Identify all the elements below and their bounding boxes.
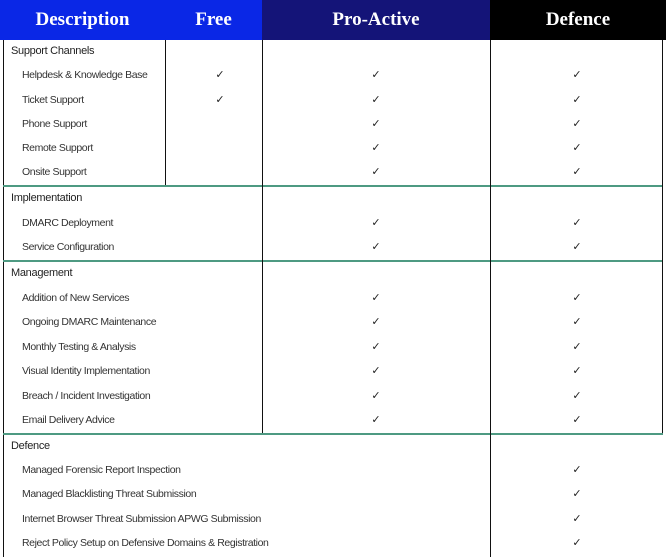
check-icon-pro: ✓ [371,217,381,229]
column-header-defence: Defence [490,0,666,40]
check-icon-def: ✓ [572,217,582,229]
check-icon-pro: ✓ [371,69,381,81]
check-icon-free: ✓ [215,94,225,106]
feature-label: Addition of New Services [22,292,130,304]
check-icon-def: ✓ [572,292,582,304]
feature-label: Managed Blacklisting Threat Submission [22,488,197,500]
pro-column-line-left [262,40,263,433]
section-divider [3,433,663,435]
feature-label: Reject Policy Setup on Defensive Domains & Registration [22,537,269,549]
check-icon-def: ✓ [572,142,582,154]
check-icon-pro: ✓ [371,316,381,328]
check-icon-def: ✓ [572,537,582,549]
feature-label: Onsite Support [22,166,87,178]
feature-label: Helpdesk & Knowledge Base [22,69,148,81]
check-icon-pro: ✓ [371,241,381,253]
defence-column-line-left [490,40,491,557]
check-icon-def: ✓ [572,341,582,353]
feature-label: Remote Support [22,142,93,154]
column-header-free: Free [165,0,262,40]
check-icon-pro: ✓ [371,94,381,106]
feature-label: Monthly Testing & Analysis [22,341,136,353]
check-icon-def: ✓ [572,118,582,130]
check-icon-free: ✓ [215,69,225,81]
feature-label: Managed Forensic Report Inspection [22,464,181,476]
feature-label: Internet Browser Threat Submission APWG Submission [22,513,261,525]
feature-label: DMARC Deployment [22,217,114,229]
check-icon-def: ✓ [572,513,582,525]
feature-label: Ongoing DMARC Maintenance [22,316,157,328]
check-icon-def: ✓ [572,464,582,476]
section-title: Implementation [11,192,83,204]
check-icon-pro: ✓ [371,166,381,178]
check-icon-def: ✓ [572,488,582,500]
check-icon-def: ✓ [572,94,582,106]
table-right-border [662,40,663,433]
check-icon-pro: ✓ [371,292,381,304]
check-icon-pro: ✓ [371,118,381,130]
check-icon-def: ✓ [572,69,582,81]
free-column-line-left [165,40,166,185]
check-icon-pro: ✓ [371,142,381,154]
feature-label: Phone Support [22,118,87,130]
check-icon-pro: ✓ [371,365,381,377]
check-icon-def: ✓ [572,390,582,402]
column-header-pro-active: Pro-Active [262,0,490,40]
feature-label: Visual Identity Implementation [22,365,150,377]
feature-label: Service Configuration [22,241,114,253]
section-title: Management [11,267,73,279]
check-icon-def: ✓ [572,166,582,178]
check-icon-def: ✓ [572,414,582,426]
check-icon-def: ✓ [572,241,582,253]
feature-label: Breach / Incident Investigation [22,390,151,402]
check-icon-pro: ✓ [371,390,381,402]
check-icon-def: ✓ [572,365,582,377]
section-title: Support Channels [11,45,95,57]
section-divider [3,260,663,262]
column-header-description: Description [0,0,165,40]
check-icon-pro: ✓ [371,414,381,426]
check-icon-def: ✓ [572,316,582,328]
table-left-border [3,40,4,557]
feature-label: Ticket Support [22,94,84,106]
feature-label: Email Delivery Advice [22,414,115,426]
section-divider [3,185,663,187]
section-title: Defence [11,440,50,452]
check-icon-pro: ✓ [371,341,381,353]
